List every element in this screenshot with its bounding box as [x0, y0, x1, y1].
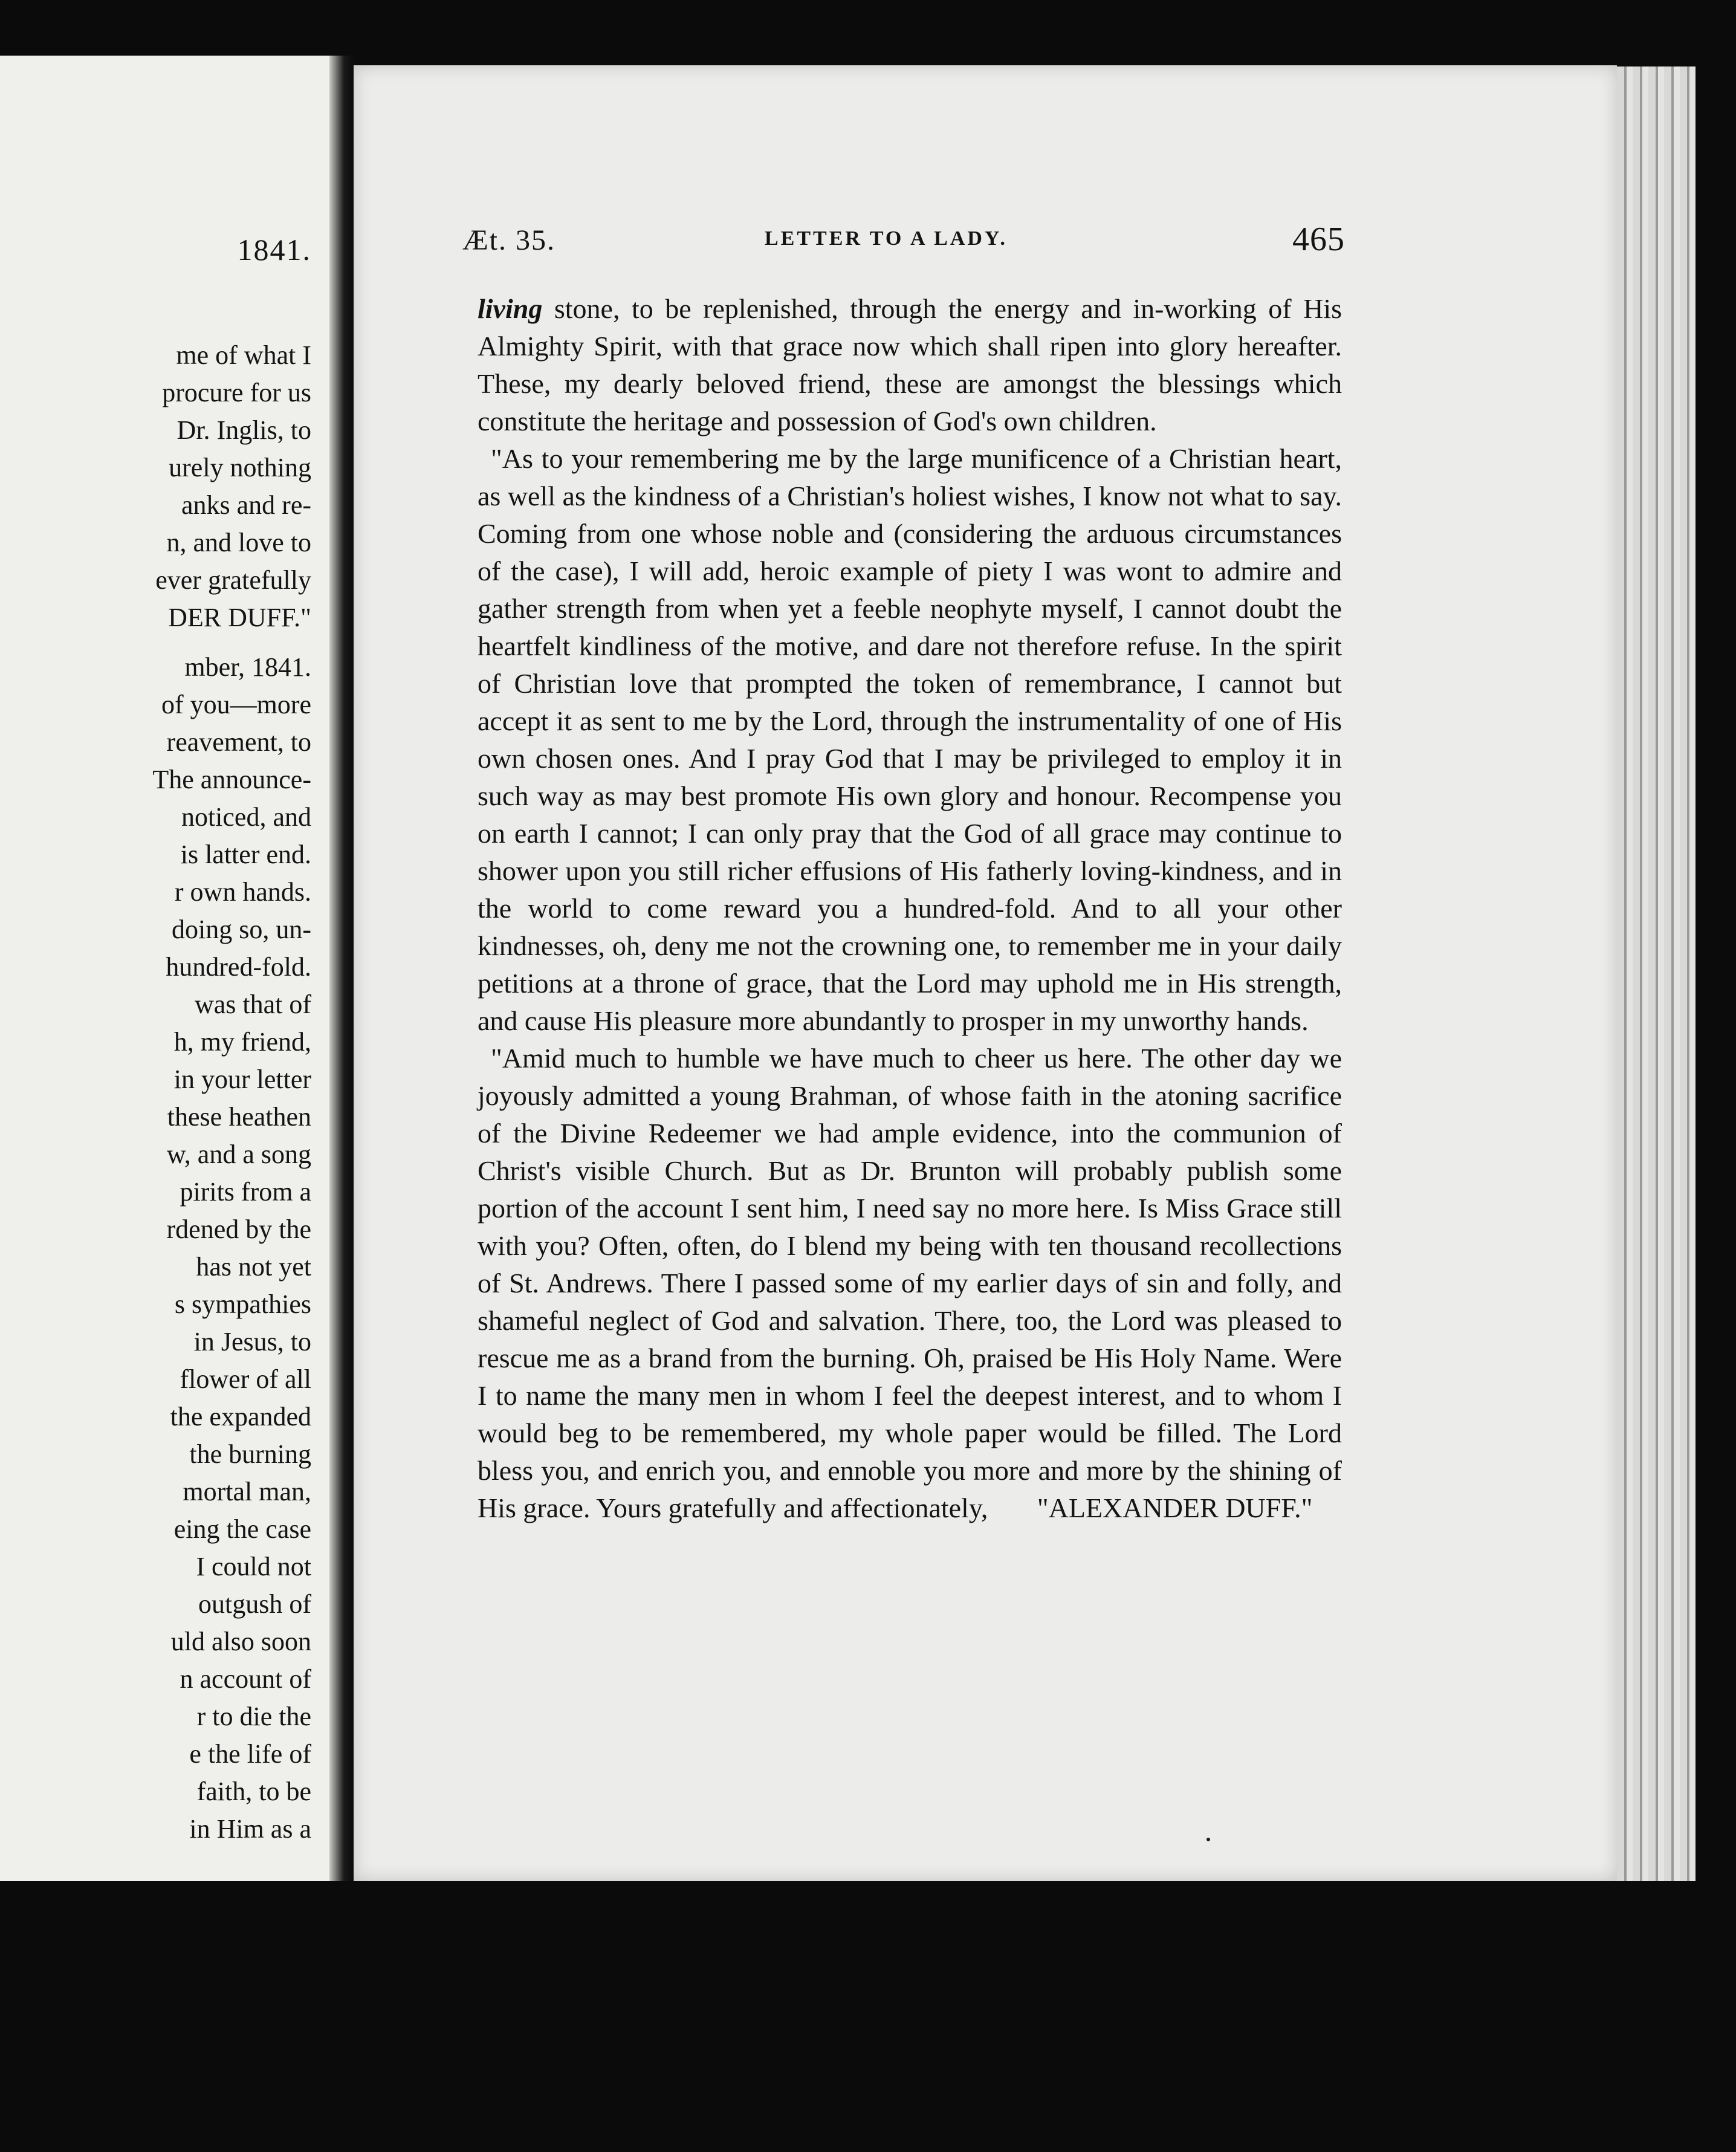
left-page-line: urely nothing — [169, 453, 311, 482]
left-page-line: w, and a song — [166, 1139, 311, 1169]
left-page-line: Dr. Inglis, to — [177, 415, 311, 445]
paragraph-1 — [478, 290, 1342, 440]
page-number: 465 — [1292, 221, 1345, 258]
left-page-line: procure for us — [162, 378, 311, 407]
left-page-line: pirits from a — [180, 1177, 311, 1207]
left-page-line: faith, to be — [196, 1777, 311, 1806]
running-head-age: Æt. 35. — [462, 224, 556, 256]
left-page-line: of you—more — [161, 690, 311, 719]
left-page-line: n account of — [180, 1664, 311, 1694]
left-page-line: uld also soon — [170, 1627, 311, 1656]
left-page-line: DER DUFF." — [168, 603, 311, 632]
left-page-line: hundred-fold. — [166, 952, 311, 982]
signature: "ALEXANDER DUFF." — [1037, 1492, 1313, 1523]
left-page — [0, 56, 329, 1881]
emphasized-word: living — [478, 293, 543, 324]
left-page-line: the expanded — [170, 1402, 311, 1431]
left-page-line: anks and re- — [181, 490, 311, 520]
ink-mark — [1206, 1838, 1210, 1841]
left-page-line: r to die the — [196, 1702, 311, 1731]
left-page-line: s sympathies — [174, 1289, 311, 1319]
left-page-line: mortal man, — [183, 1477, 311, 1506]
left-page-year: 1841. — [237, 233, 311, 267]
left-page-line: the burning — [189, 1439, 311, 1469]
left-page-line: flower of all — [180, 1364, 311, 1394]
left-page-line: in Jesus, to — [193, 1327, 311, 1356]
left-page-line: me of what I — [176, 340, 311, 370]
left-page-line: I could not — [196, 1552, 311, 1581]
left-page-line: mber, 1841. — [184, 652, 311, 682]
left-page-line: e the life of — [189, 1739, 311, 1769]
running-head — [462, 221, 1345, 266]
left-page-text — [152, 337, 311, 1848]
left-page-line: The announce- — [152, 765, 311, 794]
left-page-line: reavement, to — [166, 727, 311, 757]
left-page-line: in your letter — [173, 1065, 311, 1094]
page-edges — [1617, 66, 1696, 1881]
left-page-line: was that of — [194, 990, 311, 1019]
left-page-line: is latter end. — [180, 840, 311, 869]
left-page-line: eing the case — [173, 1514, 311, 1544]
left-page-line: noticed, and — [181, 802, 311, 832]
left-page-line: outgush of — [198, 1589, 311, 1619]
left-page-line: these heathen — [167, 1102, 311, 1132]
book-gutter — [329, 56, 354, 1881]
paragraph-3-text: "Amid much to humble we have much to cheer us here. The other day we joyously admitted a young Brahman, of whose faith in the atoning sacrifice of the Divine Redeemer we had ample evidence, into the communion of Christ's visible Church. But as Dr. Brunton will probably publish some portion of the account I sent him, I need say no more here. Is Miss Grace still with you? Often, often, do I blend my being with ten thousand recollections of St. Andrews. There I passed some of my earlier days of sin and folly, and shameful neglect of God and salvation. There, too, the Lord was pleased to rescue me as a brand from the burning. Oh, praised be His Holy Name. Were I to name the many men in whom I feel the deepest interest, and to whom I would beg to be remembered, my whole paper would be filled. The Lord bless you, and enrich you, and ennoble you more and more by the shining of His grace. Yours gratefully and affectionately, — [478, 1043, 1342, 1523]
left-page-line: ever gratefully — [155, 565, 311, 595]
left-page-line: h, my friend, — [173, 1027, 311, 1057]
letter-body — [478, 290, 1342, 1527]
paragraph-2: "As to your remembering me by the large munificence of a Christian heart, as well as the kindness of a Christian's holiest wishes, I know not what to say. Coming from one whose noble and (considering the arduous circumstances of the case), I will add, heroic example of piety I was wont to admire and gather strength from when yet a feeble neophyte myself, I cannot doubt the heartfelt kindliness of the motive, and dare not therefore refuse. In the spirit of Christian love that prompted the token of remembrance, I cannot but accept it as sent to me by the Lord, through the instrumentality of one of His own chosen ones. And I pray God that I may be privileged to employ it in such way as may best promote His own glory and honour. Recompense you on earth I cannot; I can only pray that the God of all grace may continue to shower upon you still richer effusions of His fatherly loving-kindness, and in the world to come reward you a hundred-fold. And to all your other kindnesses, oh, deny me not the crowning one, to remember me in your daily petitions at a throne of grace, that the Lord may uphold me in His strength, and cause His pleasure more abundantly to prosper in my unworthy hands. — [478, 443, 1342, 1036]
paragraph-3 — [478, 1040, 1342, 1527]
left-page-line: doing so, un- — [172, 915, 311, 944]
paragraph-1-text: stone, to be replenished, through the energy and in-working of His Almighty Spirit, with that grace now which shall ripen into glory hereafter. These, my dearly beloved friend, these are amongst the blessings which constitute the heritage and possession of God's own children. — [478, 293, 1342, 436]
left-page-line: n, and love to — [166, 528, 311, 557]
left-page-line: r own hands. — [174, 877, 311, 907]
running-head-title: LETTER TO A LADY. — [765, 227, 1008, 250]
left-page-line: rdened by the — [166, 1214, 311, 1244]
left-page-line: has not yet — [196, 1252, 311, 1282]
left-page-line: in Him as a — [189, 1814, 311, 1844]
